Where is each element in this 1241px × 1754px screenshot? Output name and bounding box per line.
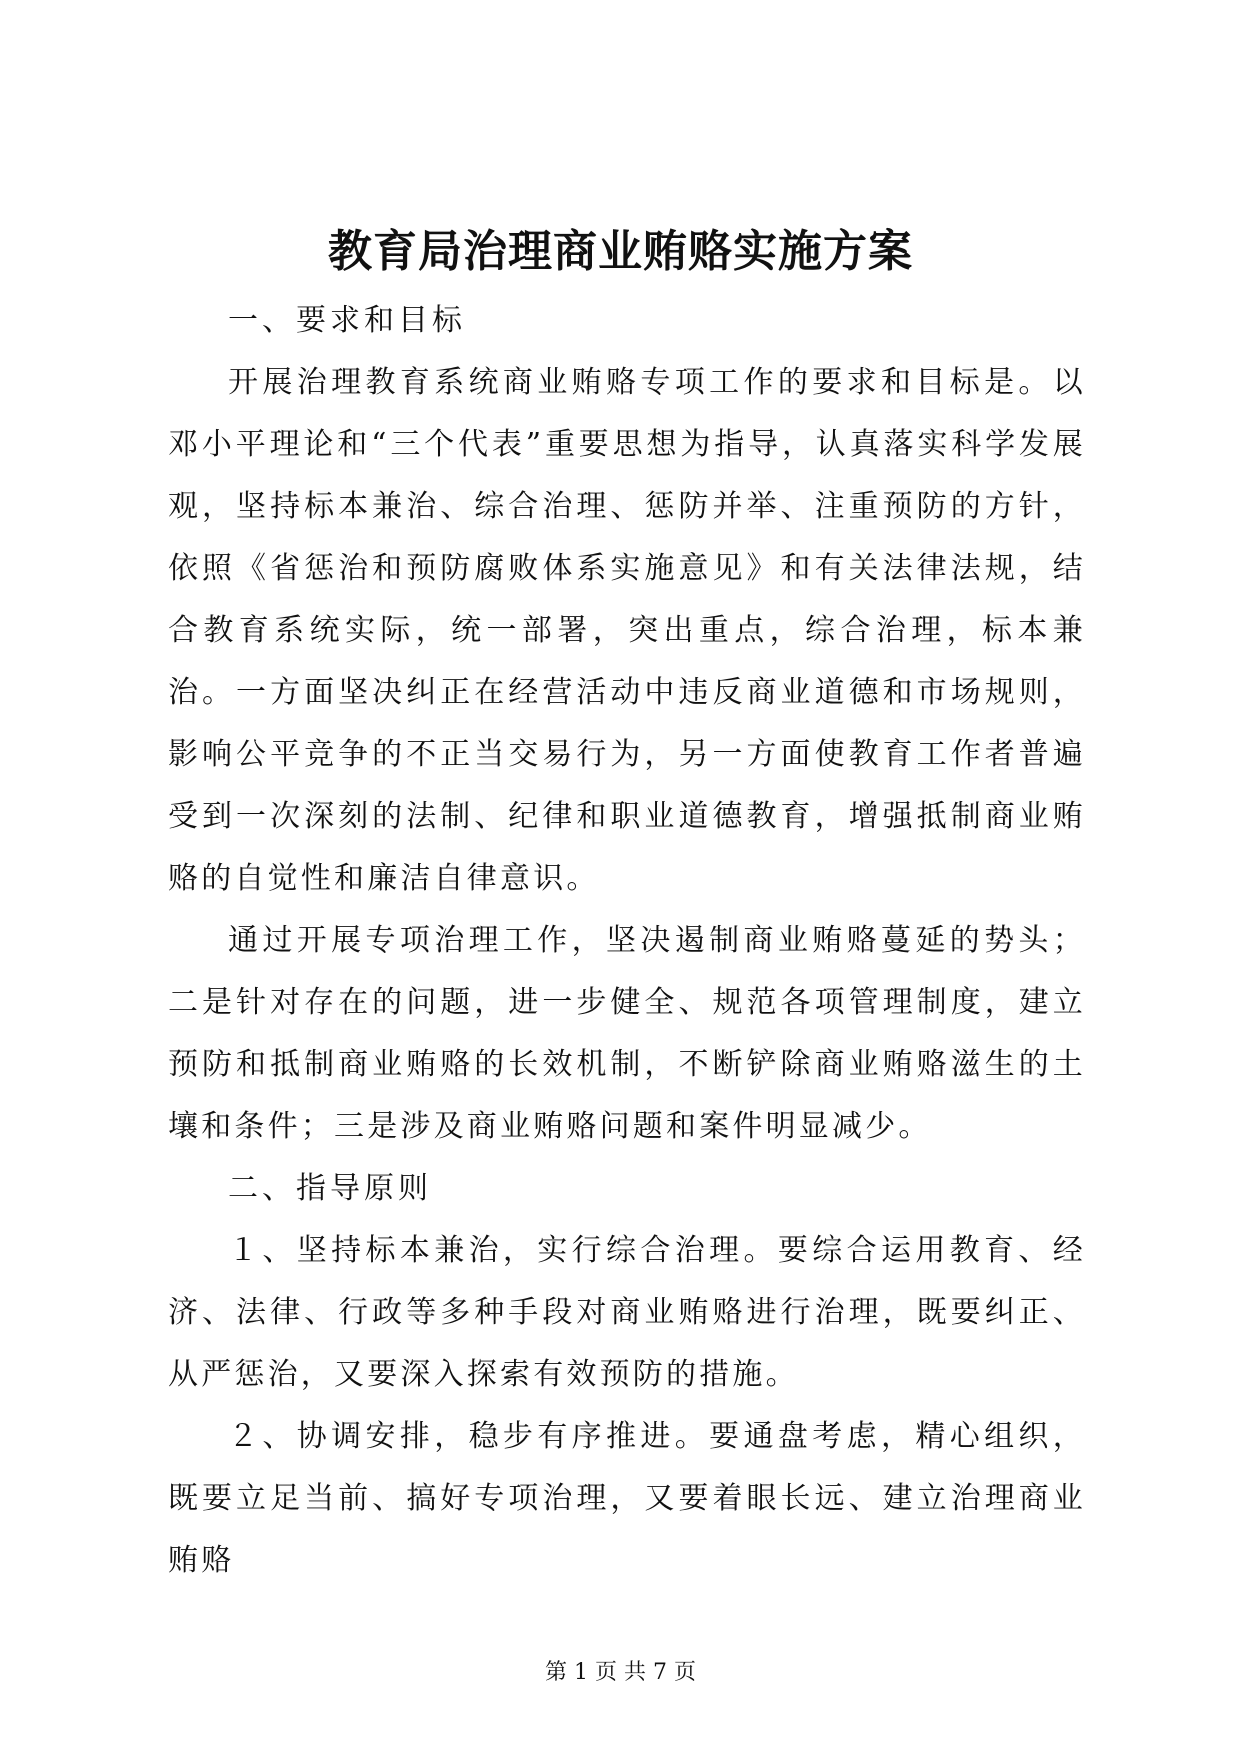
paragraph-special-governance: 通过开展专项治理工作，坚决遏制商业贿赂蔓延的势头；二是针对存在的问题，进一步健全、规范各项管理制度，建立预防和抵制商业贿赂的长效机制，不断铲除商业贿赂滋生的土壤和条件；三是涉及商业贿赂问题和案件明显减少。 [168, 923, 1086, 1144]
paragraph-principle-2: ２、协调安排，稳步有序推进。要通盘考虑，精心组织，既要立足当前、搞好专项治理，又要着眼长远、建立治理商业贿赂 [168, 1419, 1086, 1578]
section-heading-requirements: 一、要求和目标 [228, 303, 466, 338]
section-heading-principles: 二、指导原则 [228, 1171, 432, 1206]
paragraph-requirements-goals: 开展治理教育系统商业贿赂专项工作的要求和目标是。以邓小平理论和“三个代表”重要思想为指导，认真落实科学发展观，坚持标本兼治、综合治理、惩防并举、注重预防的方针，依照《省惩治和预防腐败体系实施意见》和有关法律法规，结合教育系统实际，统一部署，突出重点，综合治理，标本兼治。一方面坚决纠正在经营活动中违反商业道德和市场规则，影响公平竞争的不正当交易行为，另一方面使教育工作者普遍受到一次深刻的法制、纪律和职业道德教育，增强抵制商业贿赂的自觉性和廉洁自律意识。 [168, 365, 1086, 896]
paragraph-principle-1: １、坚持标本兼治，实行综合治理。要综合运用教育、经济、法律、行政等多种手段对商业贿赂进行治理，既要纠正、从严惩治，又要深入探索有效预防的措施。 [168, 1233, 1086, 1392]
document-body [168, 290, 1086, 1592]
page-footer: 第 1 页 共 7 页 [545, 1660, 696, 1685]
document-title: 教育局治理商业贿赂实施方案 [328, 226, 913, 277]
